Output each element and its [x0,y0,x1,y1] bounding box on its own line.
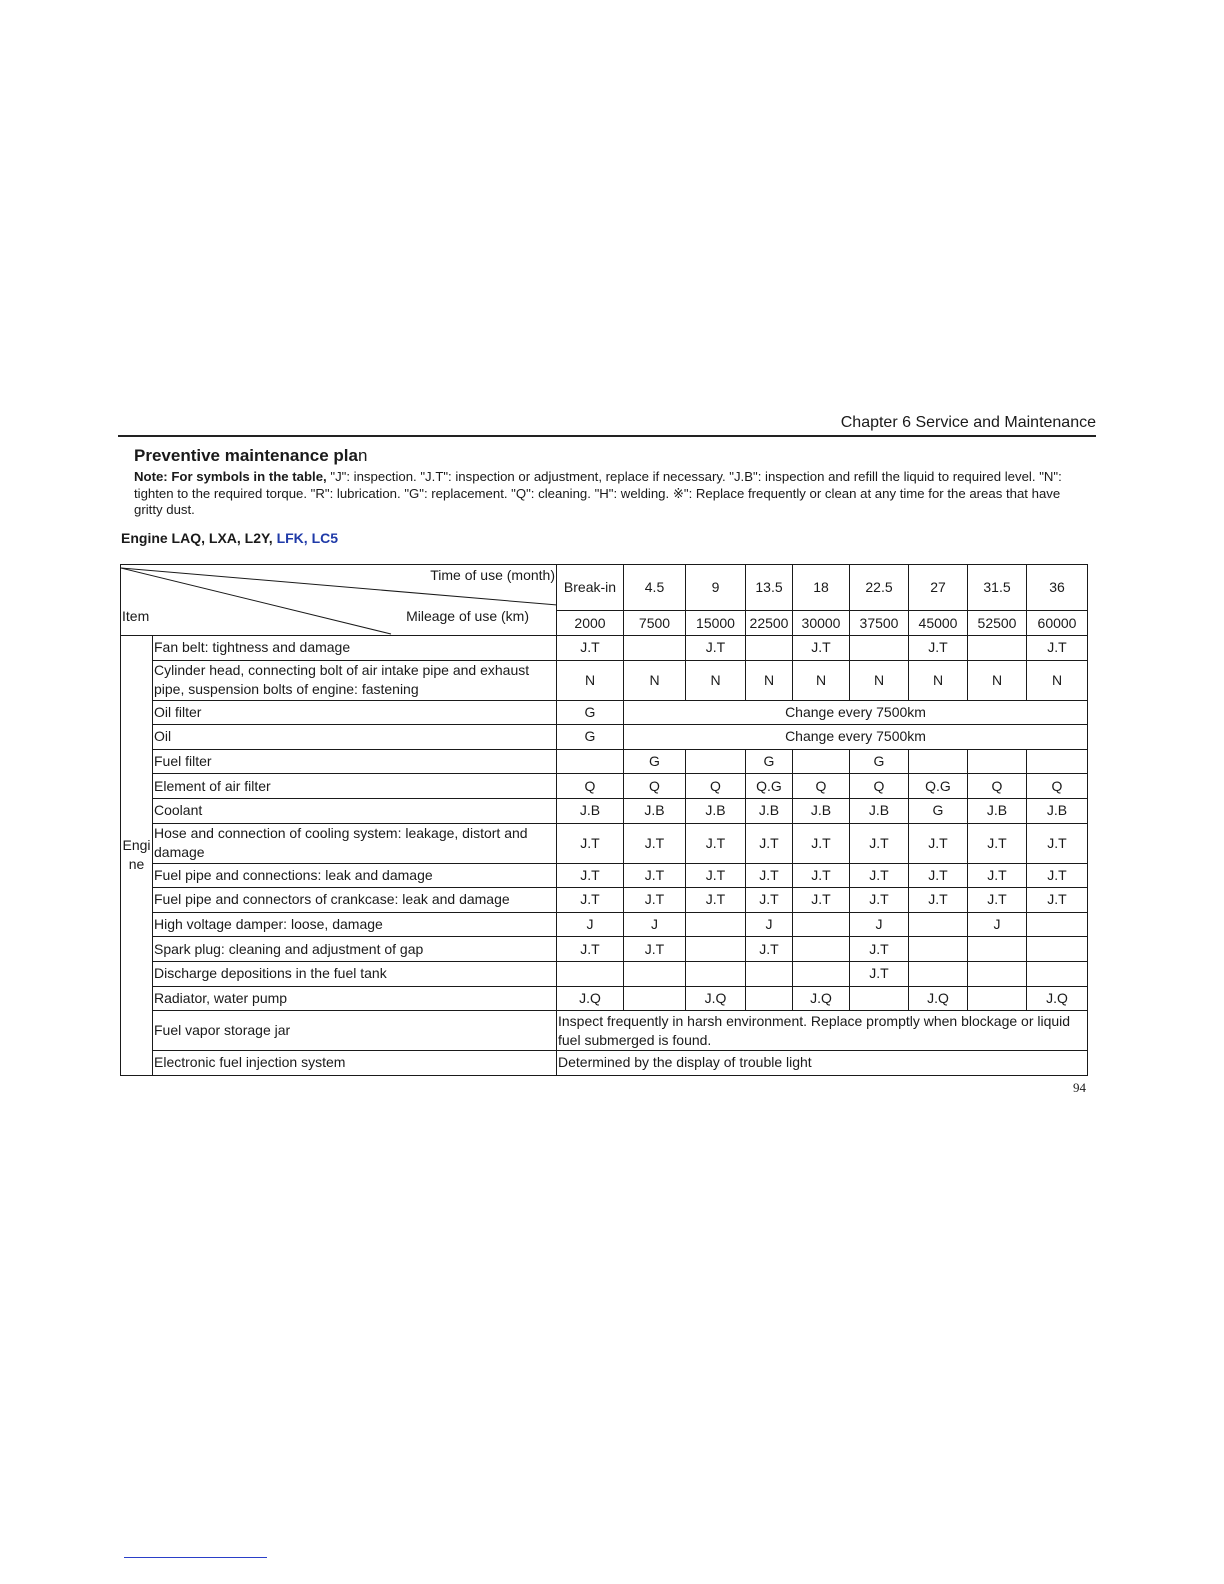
schedule-cell: N [746,660,793,700]
month-header: 4.5 [624,565,686,611]
month-header: 22.5 [850,565,909,611]
table-row [121,798,1088,823]
schedule-cell [686,961,746,986]
schedule-cell [793,937,850,962]
interval-note-cell: Change every 7500km [624,700,1088,725]
schedule-cell: J.T [746,937,793,962]
schedule-cell: Q [1027,774,1088,799]
schedule-cell [793,749,850,774]
schedule-cell: J.T [557,863,624,888]
table-row [121,725,1088,750]
schedule-cell: J.T [686,888,746,913]
schedule-cell [1027,937,1088,962]
schedule-cell: J.T [850,888,909,913]
schedule-cell [968,749,1027,774]
group-label-part: ne [128,856,145,873]
schedule-cell: J.T [624,863,686,888]
schedule-cell [793,912,850,937]
item-cell: Fuel filter [153,749,557,774]
schedule-cell: J.T [909,888,968,913]
schedule-cell [968,937,1027,962]
schedule-cell: J.T [557,888,624,913]
schedule-cell: J.T [968,888,1027,913]
schedule-cell: Q [793,774,850,799]
note-cell: Inspect frequently in harsh environment. Replace promptly when blockage or liquid fuel submerged is found. [557,1011,1088,1051]
schedule-cell [686,937,746,962]
schedule-cell: J.B [686,798,746,823]
chapter-header: Chapter 6 Service and Maintenance [118,414,1096,437]
schedule-cell: J.T [1027,863,1088,888]
mileage-header: 37500 [850,611,909,636]
month-header: 13.5 [746,565,793,611]
schedule-cell: J.T [624,888,686,913]
schedule-cell: G [557,725,624,750]
schedule-cell: J.T [1027,888,1088,913]
schedule-cell: J.T [909,823,968,863]
schedule-cell [909,749,968,774]
group-label [121,636,153,1076]
item-cell: Element of air filter [153,774,557,799]
schedule-cell: J.T [968,823,1027,863]
schedule-cell: N [850,660,909,700]
item-cell: Radiator, water pump [153,986,557,1011]
schedule-cell: J [746,912,793,937]
schedule-cell: J.T [793,888,850,913]
schedule-cell: J.T [909,863,968,888]
schedule-cell [793,961,850,986]
table-row [121,636,1088,661]
schedule-cell: J.T [557,636,624,661]
mileage-header: 22500 [746,611,793,636]
item-cell: Hose and connection of cooling system: leakage, distort and damage [153,823,557,863]
schedule-cell: Q [686,774,746,799]
schedule-cell: Q.G [909,774,968,799]
item-cell: Fuel pipe and connections: leak and damage [153,863,557,888]
mileage-header: 15000 [686,611,746,636]
month-header: Break-in [557,565,624,611]
schedule-cell: Q [968,774,1027,799]
schedule-cell: N [793,660,850,700]
schedule-cell [968,636,1027,661]
mileage-header: 2000 [557,611,624,636]
schedule-cell [968,986,1027,1011]
table-row [121,749,1088,774]
footnote-rule [124,1557,267,1558]
schedule-cell: J.T [850,937,909,962]
table-row [121,961,1088,986]
page-number: 94 [1073,1080,1086,1095]
schedule-cell: J.T [624,937,686,962]
schedule-cell: J.B [968,798,1027,823]
schedule-cell: J.T [793,823,850,863]
schedule-cell: G [850,749,909,774]
item-cell: High voltage damper: loose, damage [153,912,557,937]
schedule-cell [746,986,793,1011]
table-row [121,863,1088,888]
note-text: "J": inspection. "J.T": inspection or adjustment, replace if necessary. "J.B": inspection and refill the liquid to required level. "N": tighten to the required torque. "R": lubrication. "G": replacement. "Q": cleaning. "H": welding. ※": Replace frequently or clean at any time for the areas that have gritty dust. [134,469,1062,517]
schedule-cell [850,636,909,661]
schedule-cell: J.T [686,863,746,888]
schedule-cell: J.T [968,863,1027,888]
item-cell: Discharge depositions in the fuel tank [153,961,557,986]
schedule-cell: J.Q [557,986,624,1011]
month-header: 36 [1027,565,1088,611]
diagonal-header [121,565,557,636]
table-row [121,774,1088,799]
schedule-cell [746,636,793,661]
schedule-cell: N [909,660,968,700]
schedule-cell: Q.G [746,774,793,799]
schedule-cell: J.B [850,798,909,823]
schedule-cell: J.T [686,823,746,863]
schedule-cell [557,961,624,986]
schedule-cell: J.T [624,823,686,863]
schedule-cell [686,749,746,774]
schedule-cell: Q [624,774,686,799]
schedule-cell: J.T [850,961,909,986]
schedule-cell [850,986,909,1011]
schedule-cell: J.B [624,798,686,823]
schedule-cell [557,749,624,774]
schedule-cell: J.T [746,888,793,913]
engine-models: Engine LAQ, LXA, L2Y, LFK, LC5 [121,530,339,546]
schedule-cell [624,636,686,661]
schedule-cell: J.Q [793,986,850,1011]
schedule-cell: J.B [746,798,793,823]
schedule-cell: J [850,912,909,937]
month-header: 31.5 [968,565,1027,611]
schedule-cell [968,961,1027,986]
schedule-cell: N [624,660,686,700]
schedule-cell: J.T [746,823,793,863]
item-cell: Fuel pipe and connectors of crankcase: leak and damage [153,888,557,913]
schedule-cell: J.T [850,823,909,863]
group-label-part: Engi [122,837,151,854]
schedule-cell: J.B [793,798,850,823]
schedule-cell: G [557,700,624,725]
item-cell: Electronic fuel injection system [153,1051,557,1076]
table-row [121,986,1088,1011]
schedule-cell [909,912,968,937]
schedule-cell [624,986,686,1011]
schedule-cell [1027,749,1088,774]
item-cell: Oil [153,725,557,750]
schedule-cell: J.T [850,863,909,888]
schedule-cell: J.T [686,636,746,661]
schedule-cell: N [1027,660,1088,700]
month-header: 9 [686,565,746,611]
mileage-header: 30000 [793,611,850,636]
table-row [121,1051,1088,1076]
item-label: Item [122,608,150,624]
mileage-header: 52500 [968,611,1027,636]
item-cell: Oil filter [153,700,557,725]
schedule-cell: J [557,912,624,937]
item-cell: Fuel vapor storage jar [153,1011,557,1051]
schedule-cell: G [746,749,793,774]
table-row [121,888,1088,913]
schedule-cell: J.Q [1027,986,1088,1011]
schedule-cell: J [624,912,686,937]
schedule-cell: J.T [1027,636,1088,661]
item-cell: Coolant [153,798,557,823]
item-cell: Spark plug: cleaning and adjustment of gap [153,937,557,962]
schedule-cell [909,937,968,962]
note-cell: Determined by the display of trouble light [557,1051,1088,1076]
table-row [121,912,1088,937]
note-prefix: Note: For symbols in the table, [134,469,327,484]
schedule-cell: J.T [909,636,968,661]
schedule-cell [1027,912,1088,937]
schedule-cell [624,961,686,986]
schedule-cell: J [968,912,1027,937]
schedule-cell: N [557,660,624,700]
schedule-cell [909,961,968,986]
schedule-cell [746,961,793,986]
table-row [121,937,1088,962]
table-row [121,700,1088,725]
table-row [121,1011,1088,1051]
schedule-cell: J.T [557,823,624,863]
schedule-cell: Q [850,774,909,799]
table-row [121,823,1088,863]
interval-note-cell: Change every 7500km [624,725,1088,750]
schedule-cell: J.T [1027,823,1088,863]
schedule-cell: Q [557,774,624,799]
schedule-cell: J.T [746,863,793,888]
mileage-header: 45000 [909,611,968,636]
schedule-cell: J.T [557,937,624,962]
schedule-cell: J.Q [686,986,746,1011]
table-row [121,660,1088,700]
symbols-note [134,469,1074,519]
item-cell: Cylinder head, connecting bolt of air intake pipe and exhaust pipe, suspension bolts of engine: fastening [153,660,557,700]
schedule-cell: G [909,798,968,823]
mileage-header: 60000 [1027,611,1088,636]
mileage-label: Mileage of use (km) [406,608,529,624]
schedule-cell: J.T [793,863,850,888]
schedule-cell: J.T [793,636,850,661]
schedule-cell: J.B [557,798,624,823]
item-cell: Fan belt: tightness and damage [153,636,557,661]
mileage-header: 7500 [624,611,686,636]
schedule-cell: N [968,660,1027,700]
month-header: 27 [909,565,968,611]
schedule-cell: J.B [1027,798,1088,823]
schedule-cell [686,912,746,937]
schedule-cell: N [686,660,746,700]
schedule-cell: G [624,749,686,774]
maintenance-table [120,564,1088,1076]
time-of-use-label: Time of use (month) [430,567,555,583]
page-title: Preventive maintenance plan [134,446,368,465]
schedule-cell: J.Q [909,986,968,1011]
schedule-cell [1027,961,1088,986]
month-header: 18 [793,565,850,611]
